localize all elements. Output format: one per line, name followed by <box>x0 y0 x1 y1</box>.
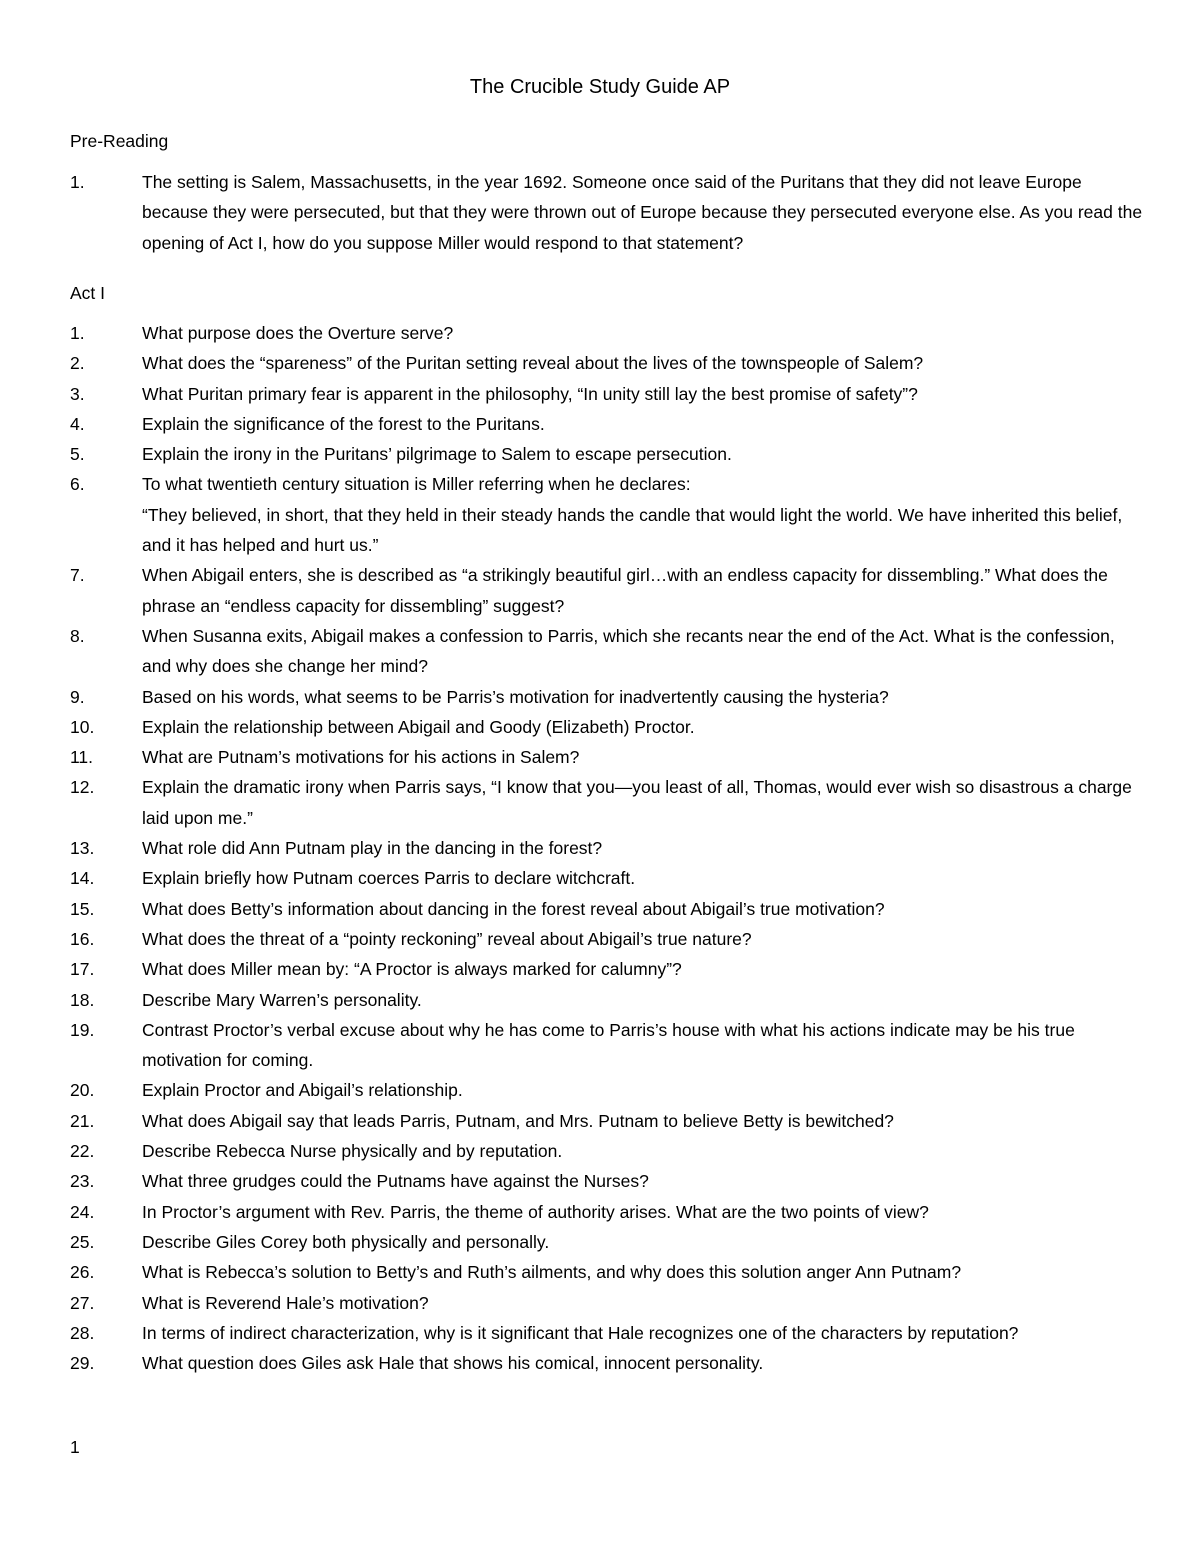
question-text: What three grudges could the Putnams have against the Nurses? <box>142 1171 649 1192</box>
question-number: 5. <box>70 444 85 465</box>
question-item <box>70 894 1145 924</box>
question-text: Explain the significance of the forest to the Puritans. <box>142 413 545 434</box>
question-text: What does the “spareness” of the Puritan setting reveal about the lives of the townspeople of Salem? <box>142 353 924 374</box>
question-number: 12. <box>70 777 95 798</box>
question-item <box>70 924 1145 954</box>
question-text: What question does Giles ask Hale that shows his comical, innocent personality. <box>142 1353 764 1374</box>
question-item <box>70 560 1145 621</box>
section-heading-act-one: Act I <box>70 283 106 303</box>
question-text: What does the threat of a “pointy reckoning” reveal about Abigail’s true nature? <box>142 928 752 949</box>
question-item <box>70 833 1145 863</box>
question-number: 13. <box>70 838 95 859</box>
question-text: Describe Rebecca Nurse physically and by reputation. <box>142 1141 563 1162</box>
question-number: 19. <box>70 1019 95 1040</box>
question-item <box>70 712 1145 742</box>
question-text: Explain briefly how Putnam coerces Parris to declare witchcraft. <box>142 868 636 889</box>
page-number: 1 <box>70 1437 80 1457</box>
question-item <box>70 1348 1145 1378</box>
question-item <box>70 1288 1145 1318</box>
question-text: In Proctor’s argument with Rev. Parris, the theme of authority arises. What are the two points of view? <box>142 1201 929 1222</box>
question-number: 1. <box>70 323 85 343</box>
question-number: 7. <box>70 565 85 586</box>
question-number: 6. <box>70 474 85 495</box>
question-item <box>70 1075 1145 1105</box>
question-number: 21. <box>70 1110 95 1131</box>
question-item <box>70 469 1145 560</box>
question-item <box>70 1106 1145 1136</box>
question-number: 27. <box>70 1292 95 1313</box>
question-number: 22. <box>70 1141 95 1162</box>
question-item <box>70 1197 1145 1227</box>
question-item <box>70 1015 1145 1076</box>
question-text: In terms of indirect characterization, why is it significant that Hale recognizes one of the characters by reputation? <box>142 1322 1019 1343</box>
question-text: What Puritan primary fear is apparent in the philosophy, “In unity still lay the best promise of safety”? <box>142 383 918 404</box>
question-number: 29. <box>70 1353 95 1374</box>
question-item <box>70 682 1145 712</box>
document-title: The Crucible Study Guide AP <box>469 76 731 98</box>
question-number: 10. <box>70 716 95 737</box>
question-item <box>70 409 1145 439</box>
question-text: Explain the irony in the Puritans’ pilgrimage to Salem to escape persecution. <box>142 444 732 465</box>
pre-reading-question-list <box>70 167 1145 258</box>
question-item <box>70 318 1145 348</box>
question-text: What does Betty’s information about dancing in the forest reveal about Abigail’s true motivation? <box>142 898 885 919</box>
question-text: When Susanna exits, Abigail makes a confession to Parris, which she recants near the end of the Act. What is the confession, and why does she change her mind? <box>142 625 1115 677</box>
question-text: What does Miller mean by: “A Proctor is always marked for calumny”? <box>142 959 682 980</box>
question-number: 24. <box>70 1201 95 1222</box>
question-item <box>70 954 1145 984</box>
question-item <box>70 167 1145 258</box>
question-item <box>70 1257 1145 1287</box>
question-text: What role did Ann Putnam play in the dancing in the forest? <box>142 838 603 859</box>
question-number: 25. <box>70 1231 95 1252</box>
question-item <box>70 348 1145 378</box>
question-number: 28. <box>70 1322 95 1343</box>
question-text: Explain Proctor and Abigail’s relationship. <box>142 1080 463 1101</box>
question-item <box>70 742 1145 772</box>
question-number: 3. <box>70 383 85 404</box>
question-item <box>70 439 1145 469</box>
question-text: What purpose does the Overture serve? <box>142 323 454 343</box>
question-text: The setting is Salem, Massachusetts, in the year 1692. Someone once said of the Puritans that they did not leave Europe because they were persecuted, but that they were thrown out of Europe because they persecuted everyone else. As you read the opening of Act I, how do you suppose Miller would respond to that statement? <box>142 172 1143 253</box>
question-text: Explain the dramatic irony when Parris says, “I know that you—you least of all, Thomas, would ever wish so disastrous a charge laid upon me.” <box>142 777 1132 828</box>
question-item <box>70 1166 1145 1196</box>
question-number: 9. <box>70 686 85 707</box>
question-text: Contrast Proctor’s verbal excuse about why he has come to Parris’s house with what his actions indicate may be his true motivation for coming. <box>142 1019 1075 1071</box>
question-text: What is Rebecca’s solution to Betty’s and Ruth’s ailments, and why does this solution anger Ann Putnam? <box>142 1262 962 1283</box>
section-heading-pre-reading: Pre-Reading <box>70 131 169 151</box>
question-text: Describe Mary Warren’s personality. <box>142 989 422 1010</box>
question-item <box>70 1136 1145 1166</box>
question-number: 20. <box>70 1080 95 1101</box>
question-number: 8. <box>70 625 85 646</box>
question-number: 2. <box>70 353 85 374</box>
question-text: What does Abigail say that leads Parris, Putnam, and Mrs. Putnam to believe Betty is bewitched? <box>142 1110 894 1131</box>
question-item <box>70 1318 1145 1348</box>
question-number: 11. <box>70 747 94 768</box>
question-item <box>70 863 1145 893</box>
question-item <box>70 379 1145 409</box>
question-text: What are Putnam’s motivations for his actions in Salem? <box>142 747 580 768</box>
question-text: To what twentieth century situation is Miller referring when he declares: “They believed, in short, that they held in their steady hands the candle that would light the world. We have inherited this belief, and it has helped and hurt us.” <box>142 474 1123 556</box>
question-number: 26. <box>70 1262 95 1283</box>
question-number: 4. <box>70 413 85 434</box>
question-number: 1. <box>70 172 85 192</box>
question-number: 23. <box>70 1171 95 1192</box>
question-text: When Abigail enters, she is described as “a strikingly beautiful girl…with an endless capacity for dissembling.” What does the phrase an “endless capacity for dissembling” suggest? <box>142 565 1108 616</box>
question-number: 17. <box>70 959 95 980</box>
question-number: 15. <box>70 898 95 919</box>
question-text: What is Reverend Hale’s motivation? <box>142 1292 429 1313</box>
question-number: 18. <box>70 989 95 1010</box>
question-text: Based on his words, what seems to be Parris’s motivation for inadvertently causing the hysteria? <box>142 686 889 707</box>
question-text: Describe Giles Corey both physically and personally. <box>142 1231 550 1252</box>
question-text: Explain the relationship between Abigail and Goody (Elizabeth) Proctor. <box>142 716 695 737</box>
act-one-question-list <box>70 318 1145 1378</box>
question-item <box>70 985 1145 1015</box>
question-number: 16. <box>70 928 95 949</box>
question-number: 14. <box>70 868 95 889</box>
question-item <box>70 1227 1145 1257</box>
question-item <box>70 621 1145 682</box>
question-item <box>70 772 1145 833</box>
